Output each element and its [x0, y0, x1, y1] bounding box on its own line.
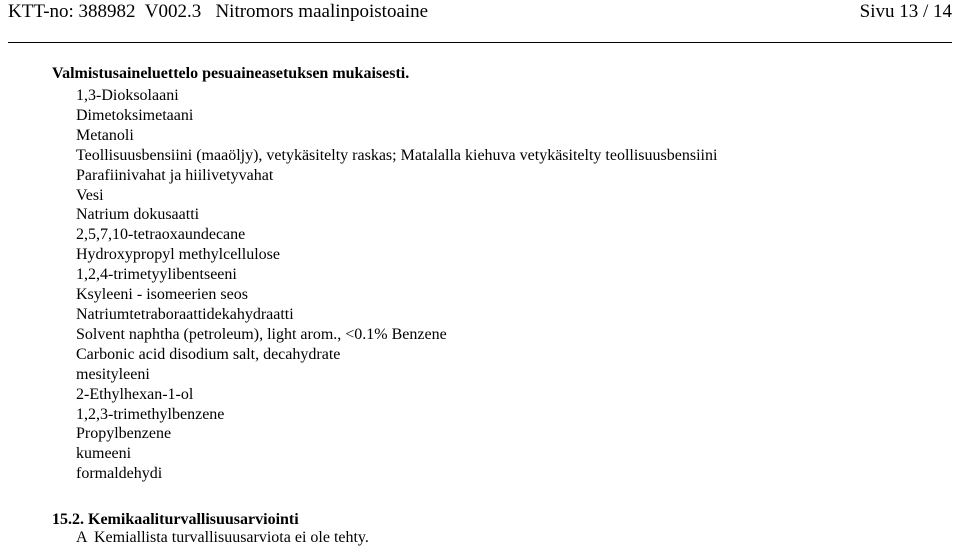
substance-item: Carbonic acid disodium salt, decahydrate — [76, 345, 341, 363]
substance-item: Natriumtetraboraattidekahydraatti — [76, 305, 294, 323]
substance-item: Solvent naphtha (petroleum), light arom., <0.1% Benzene — [76, 325, 447, 343]
assessment-statement — [76, 528, 369, 548]
substance-item: Dimetoksimetaani — [76, 106, 194, 124]
substance-item: Metanoli — [76, 126, 134, 144]
substance-item: 1,3-Dioksolaani — [76, 87, 179, 104]
substance-item: Propylbenzene — [76, 425, 172, 443]
header-divider — [8, 42, 952, 43]
doc-version: V002.3 — [144, 1, 202, 22]
substance-item: Natrium dokusaatti — [76, 206, 200, 224]
substance-item: 2,5,7,10-tetraoxaundecane — [76, 226, 246, 244]
page-header — [8, 0, 952, 26]
page-number: Sivu 13 / 14 — [859, 1, 952, 22]
item-text: Kemiallista turvallisuusarviota ei ole tehty. — [94, 529, 369, 546]
doc-id: KTT-no: 388982 — [8, 1, 136, 22]
product-name: Nitromors maalinpoistoaine — [215, 1, 429, 22]
substance-item: Vesi — [76, 186, 104, 204]
substance-item: Ksyleeni - isomeerien seos — [76, 286, 248, 304]
section-heading — [52, 510, 299, 530]
substance-item: 1,2,4-trimetyylibentseeni — [76, 266, 237, 284]
substance-item: 1,2,3-trimethylbenzene — [76, 405, 225, 423]
substance-item: 2-Ethylhexan-1-ol — [76, 385, 194, 403]
substance-item: Teollisuusbensiini (maaöljy), vetykäsitelty raskas; Matalalla kiehuva vetykäsitelty teollisuusbensiini — [76, 146, 718, 164]
ingredients-intro: Valmistusaineluettelo pesuaineasetuksen mukaisesti. — [52, 65, 410, 82]
substance-item: Hydroxypropyl methylcellulose — [76, 246, 280, 264]
item-letter: A — [76, 529, 88, 546]
header-left — [8, 0, 428, 24]
substance-item: Parafiinivahat ja hiilivetyvahat — [76, 166, 274, 184]
substance-item: mesityleeni — [76, 365, 150, 383]
substance-item: formaldehydi — [76, 465, 163, 483]
section-number: 15.2. — [52, 511, 84, 528]
section-title: Kemikaaliturvallisuusarviointi — [88, 511, 299, 528]
substance-item: kumeeni — [76, 445, 132, 463]
substance-list — [76, 86, 717, 484]
